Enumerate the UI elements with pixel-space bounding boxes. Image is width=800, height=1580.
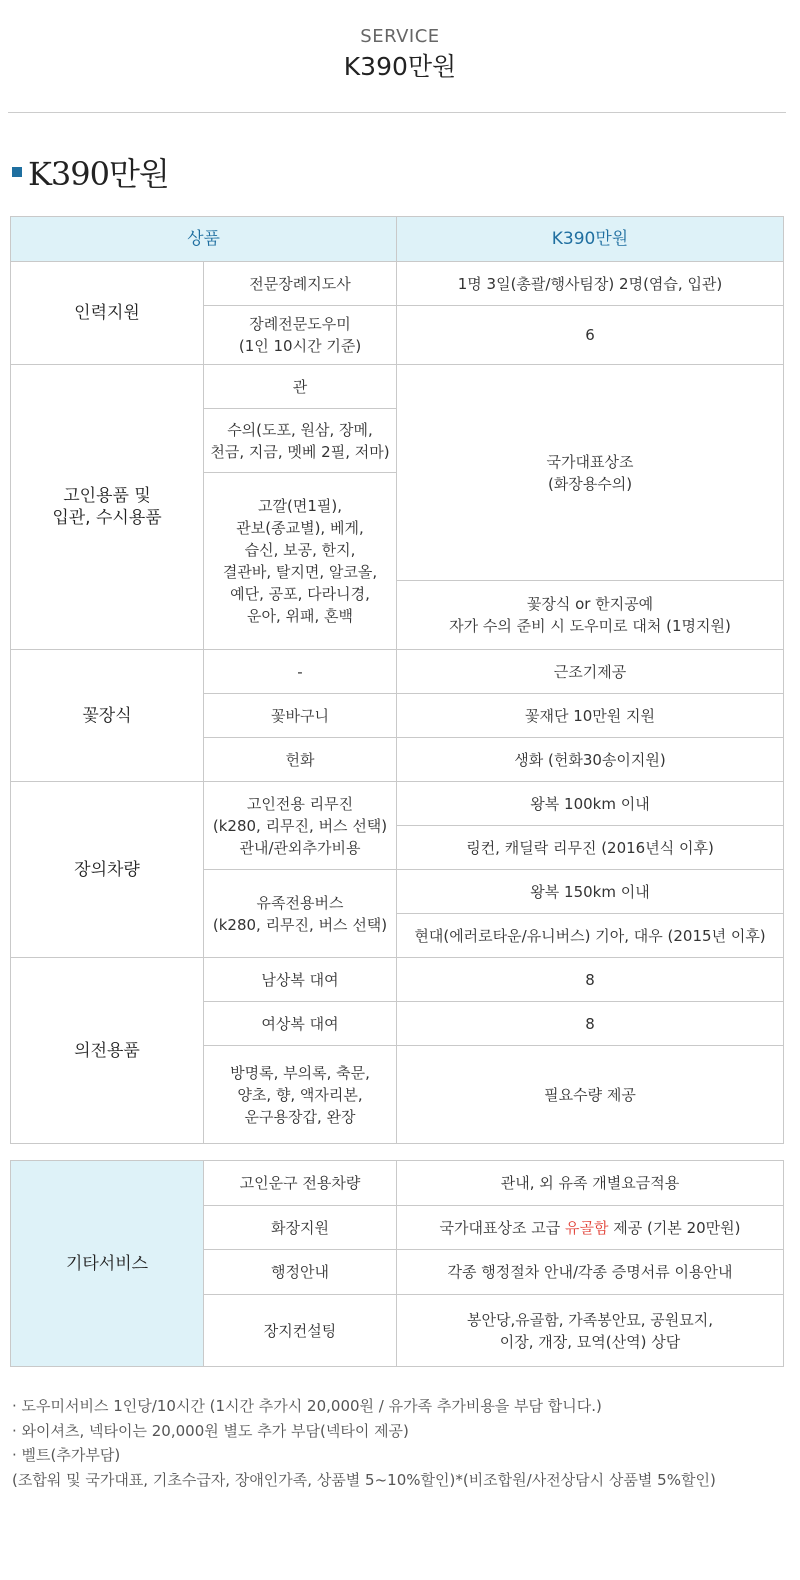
square-bullet-icon [12,167,22,177]
value-line: 이장, 개장, 묘역(산역) 상담 [499,1332,681,1351]
value-line: 국가대표상조 [546,452,634,471]
item-cell [204,409,397,473]
value-cell: 1명 3일(총괄/행사팀장) 2명(염습, 입관) [397,262,784,306]
item-line: 양초, 향, 액자리본, [237,1085,363,1104]
item-line: 예단, 공포, 다라니경, [230,585,370,603]
value-cell: 관내, 외 유족 개별요금적용 [397,1161,784,1206]
value-cell: 꽃재단 10만원 지원 [397,694,784,738]
value-cell: 왕복 150km 이내 [397,870,784,914]
item-cell: 화장지원 [204,1206,397,1250]
value-cell: 생화 (헌화30송이지원) [397,738,784,782]
item-cell: 남상복 대여 [204,958,397,1002]
value-cell [397,1206,784,1250]
value-cell: 8 [397,1002,784,1046]
item-line: 운구용장갑, 완장 [244,1107,356,1126]
value-cell: 각종 행정절차 안내/각종 증명서류 이용안내 [397,1250,784,1295]
item-cell [204,306,397,365]
item-line: 습신, 보공, 한지, [244,541,356,559]
header-divider [8,112,786,113]
footnote: · 벨트(추가부담) [12,1446,121,1464]
value-cell: 필요수량 제공 [397,1046,784,1144]
footnote: · 도우미서비스 1인당/10시간 (1시간 추가시 20,000원 / 유가족 추가비용을 부담 합니다.) [12,1397,602,1415]
value-line: 봉안당,유골함, 가족봉안묘, 공원묘지, [467,1310,713,1329]
item-cell: 행정안내 [204,1250,397,1295]
page-header [0,0,800,86]
item-line: 고깔(면1필), [258,497,342,515]
category-vehicles: 장의차량 [11,782,204,958]
footnote: (조합워 및 국가대표, 기초수급자, 장애인가족, 상품별 5~10%할인)*(비조합원/사전상담시 상품별 5%할인) [12,1470,716,1489]
table-row [11,650,784,694]
value-line: 자가 수의 준비 시 도우미로 대처 (1명지원) [449,617,731,635]
category-flowers: 꽃장식 [11,650,204,782]
item-line: 결관바, 탈지면, 알코올, [222,563,378,581]
item-line: 관보(종교별), 베게, [236,519,364,537]
other-services-table [10,1160,784,1367]
item-cell: 여상복 대여 [204,1002,397,1046]
item-cell [204,870,397,958]
value-cell [397,365,784,581]
value-cell: 8 [397,958,784,1002]
item-line: 천금, 지금, 멧베 2필, 저마) [210,442,390,461]
item-line: 수의(도포, 원삼, 장메, [227,420,373,439]
category-line: 입관, 수시용품 [52,508,162,528]
item-cell: 관 [204,365,397,409]
item-cell: 전문장례지도사 [204,262,397,306]
item-line: 방명록, 부의록, 축문, [230,1063,370,1082]
table-row [11,262,784,306]
item-line: (1인 10시간 기준) [238,337,362,355]
item-line: (k280, 리무진, 버스 선택) [212,915,388,934]
category-ceremony: 의전용품 [11,958,204,1144]
table-row [11,365,784,409]
item-cell: 꽃바구니 [204,694,397,738]
table-header-row [11,217,784,262]
value-text: 국가대표상조 고급 [439,1218,565,1237]
item-line: 장례전문도우미 [249,315,351,333]
item-cell [204,473,397,650]
value-cell: 근조기제공 [397,650,784,694]
item-cell [204,1046,397,1144]
item-cell [204,782,397,870]
value-cell: 왕복 100km 이내 [397,782,784,826]
section-title: K390만원 [28,155,169,193]
column-header-product: 상품 [11,217,397,262]
item-line: 고인전용 리무진 [246,794,354,813]
product-table [10,216,784,1144]
item-cell: - [204,650,397,694]
value-highlight: 유골함 [564,1218,609,1237]
page-title: K390만원 [343,52,457,81]
item-line: 관내/관외추가비용 [239,838,361,857]
value-text: 제공 (기본 20만원) [608,1218,741,1237]
category-other-services: 기타서비스 [11,1161,204,1367]
category-line: 고인용품 및 [63,486,151,506]
page-eyebrow: SERVICE [360,26,440,47]
value-cell: 현대(에러로타운/유니버스) 기아, 대우 (2015년 이후) [397,914,784,958]
value-line: (화장용수의) [547,474,633,493]
footnote: · 와이셔츠, 넥타이는 20,000원 별도 추가 부담(넥타이 제공) [12,1421,409,1440]
table-row [11,1161,784,1206]
item-line: 유족전용버스 [256,893,344,912]
category-goods [11,365,204,650]
item-line: (k280, 리무진, 버스 선택) [212,816,388,835]
table-row [11,958,784,1002]
category-manpower: 인력지원 [11,262,204,365]
item-cell: 장지컨설팅 [204,1295,397,1367]
value-line: 꽃장식 or 한지공예 [526,595,654,613]
item-cell: 헌화 [204,738,397,782]
footnotes [12,1394,792,1492]
section-heading [12,152,169,192]
item-line: 운아, 위패, 혼백 [247,607,354,625]
value-cell [397,581,784,650]
value-cell: 6 [397,306,784,365]
value-cell [397,1295,784,1367]
value-cell: 링컨, 캐딜락 리무진 (2016년식 이후) [397,826,784,870]
table-row [11,782,784,826]
column-header-plan: K390만원 [397,217,784,262]
item-cell: 고인운구 전용차량 [204,1161,397,1206]
